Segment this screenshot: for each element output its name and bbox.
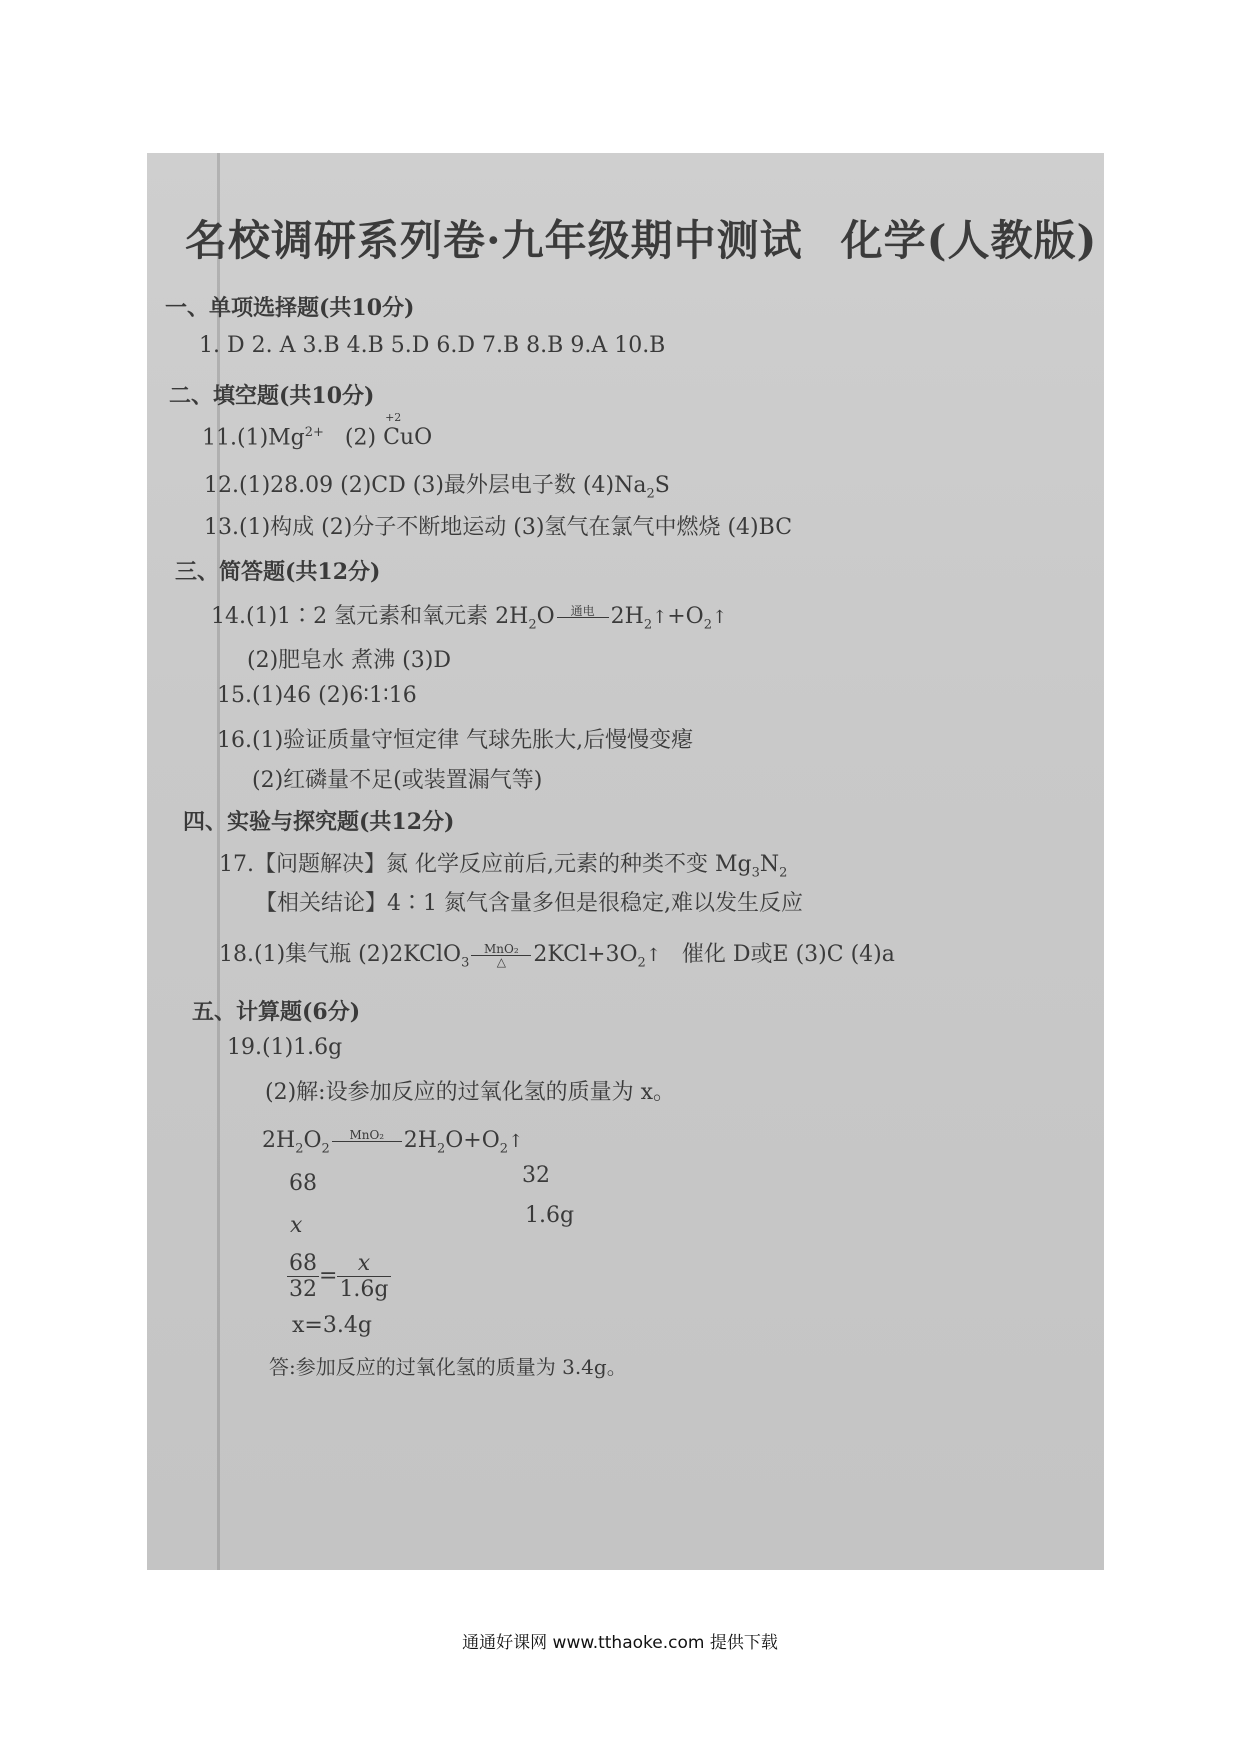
ratio-mass: 1.6g: [525, 1203, 575, 1228]
ratio-x: x: [290, 1213, 303, 1238]
title-subject: 化学(人教版): [840, 216, 1098, 265]
gas-up-arrow-icon: ↑: [652, 607, 668, 628]
answer-12: 12.(1)28.09 (2)CD (3)最外层电子数 $(4)Na_2S$: [204, 473, 670, 502]
multiple-choice-answers: 1. D 2. A 3.B 4.B 5.D 6.D 7.B 8.B 9.A 10.B: [199, 333, 666, 358]
answer-19-part2: (2)解:设参加反应的过氧化氢的质量为 x。: [265, 1080, 675, 1105]
answer-16-part1: 16.(1)验证质量守恒定律 气球先胀大,后慢慢变瘪: [217, 728, 694, 753]
reaction-arrow: 通电: [557, 605, 609, 630]
gas-up-arrow-icon: ↑: [711, 607, 728, 628]
answer-16-part2: (2)红磷量不足(或装置漏气等): [252, 768, 543, 793]
ratio-32: 32: [522, 1163, 550, 1188]
result-x: x=3.4g: [292, 1313, 372, 1338]
section-5-heading: 五、计算题(6分): [192, 999, 361, 1025]
answer-19-part1: 19.(1)1.6g: [227, 1035, 343, 1060]
answer-17-part1: 17.【问题解决】氮 化学反应前后,元素的种类不变 $Mg_3N_2$: [219, 852, 788, 881]
answer-11: $11.(1)Mg^{2+}$ (2) +2 CuO: [202, 411, 433, 451]
proportion-equation: $\frac{68}{32}$ = $\frac{x}{1.6g}$: [289, 1251, 389, 1302]
decomposition-equation: $2H_2O_2$ MnO₂ $2H_2O+O_2↑$: [262, 1127, 524, 1157]
gas-up-arrow-icon: ↑: [508, 1131, 524, 1152]
final-answer: 答:参加反应的过氧化氢的质量为 3.4g。: [269, 1355, 627, 1379]
answer-13: 13.(1)构成 (2)分子不断地运动 (3)氢气在氯气中燃烧 (4)BC: [204, 515, 793, 540]
reaction-arrow: MnO₂ △: [471, 943, 531, 968]
section-4-heading: 四、实验与探究题(共12分): [183, 809, 455, 835]
answer-14-part2: (2)肥皂水 煮沸 (3)D: [247, 648, 451, 673]
answer-18: 18.(1)集气瓶 (2)2KClO$_3$ MnO₂ △ $2KCl+3O_2↑$ 催化 D或E (3)C (4)a: [219, 941, 895, 971]
section-3-heading: 三、简答题(共12分): [175, 559, 381, 585]
scanned-answer-sheet: [147, 153, 1104, 1570]
page-title: [185, 208, 1097, 268]
reaction-arrow: MnO₂: [332, 1129, 402, 1154]
section-2-heading: 二、填空题(共10分): [169, 383, 375, 409]
ratio-68: 68: [289, 1171, 317, 1196]
section-1-heading: 一、单项选择题(共10分): [165, 295, 415, 321]
answer-14-part1: 14.(1)1∶2 氢元素和氧元素 $2H_2O$ 通电 $2H_2↑+O_2↑$: [211, 603, 728, 633]
cuo-with-charge: +2 CuO: [383, 411, 433, 451]
download-source-footer: 通通好课网 www.tthaoke.com 提供下载: [462, 1633, 778, 1653]
gas-up-arrow-icon: ↑: [645, 945, 661, 966]
title-main: 名校调研系列卷·九年级期中测试: [185, 216, 803, 265]
answer-15: 15.(1)46 (2)6∶1∶16: [217, 683, 417, 708]
answer-17-part2: 【相关结论】4∶1 氮气含量多但是很稳定,难以发生反应: [255, 891, 803, 916]
